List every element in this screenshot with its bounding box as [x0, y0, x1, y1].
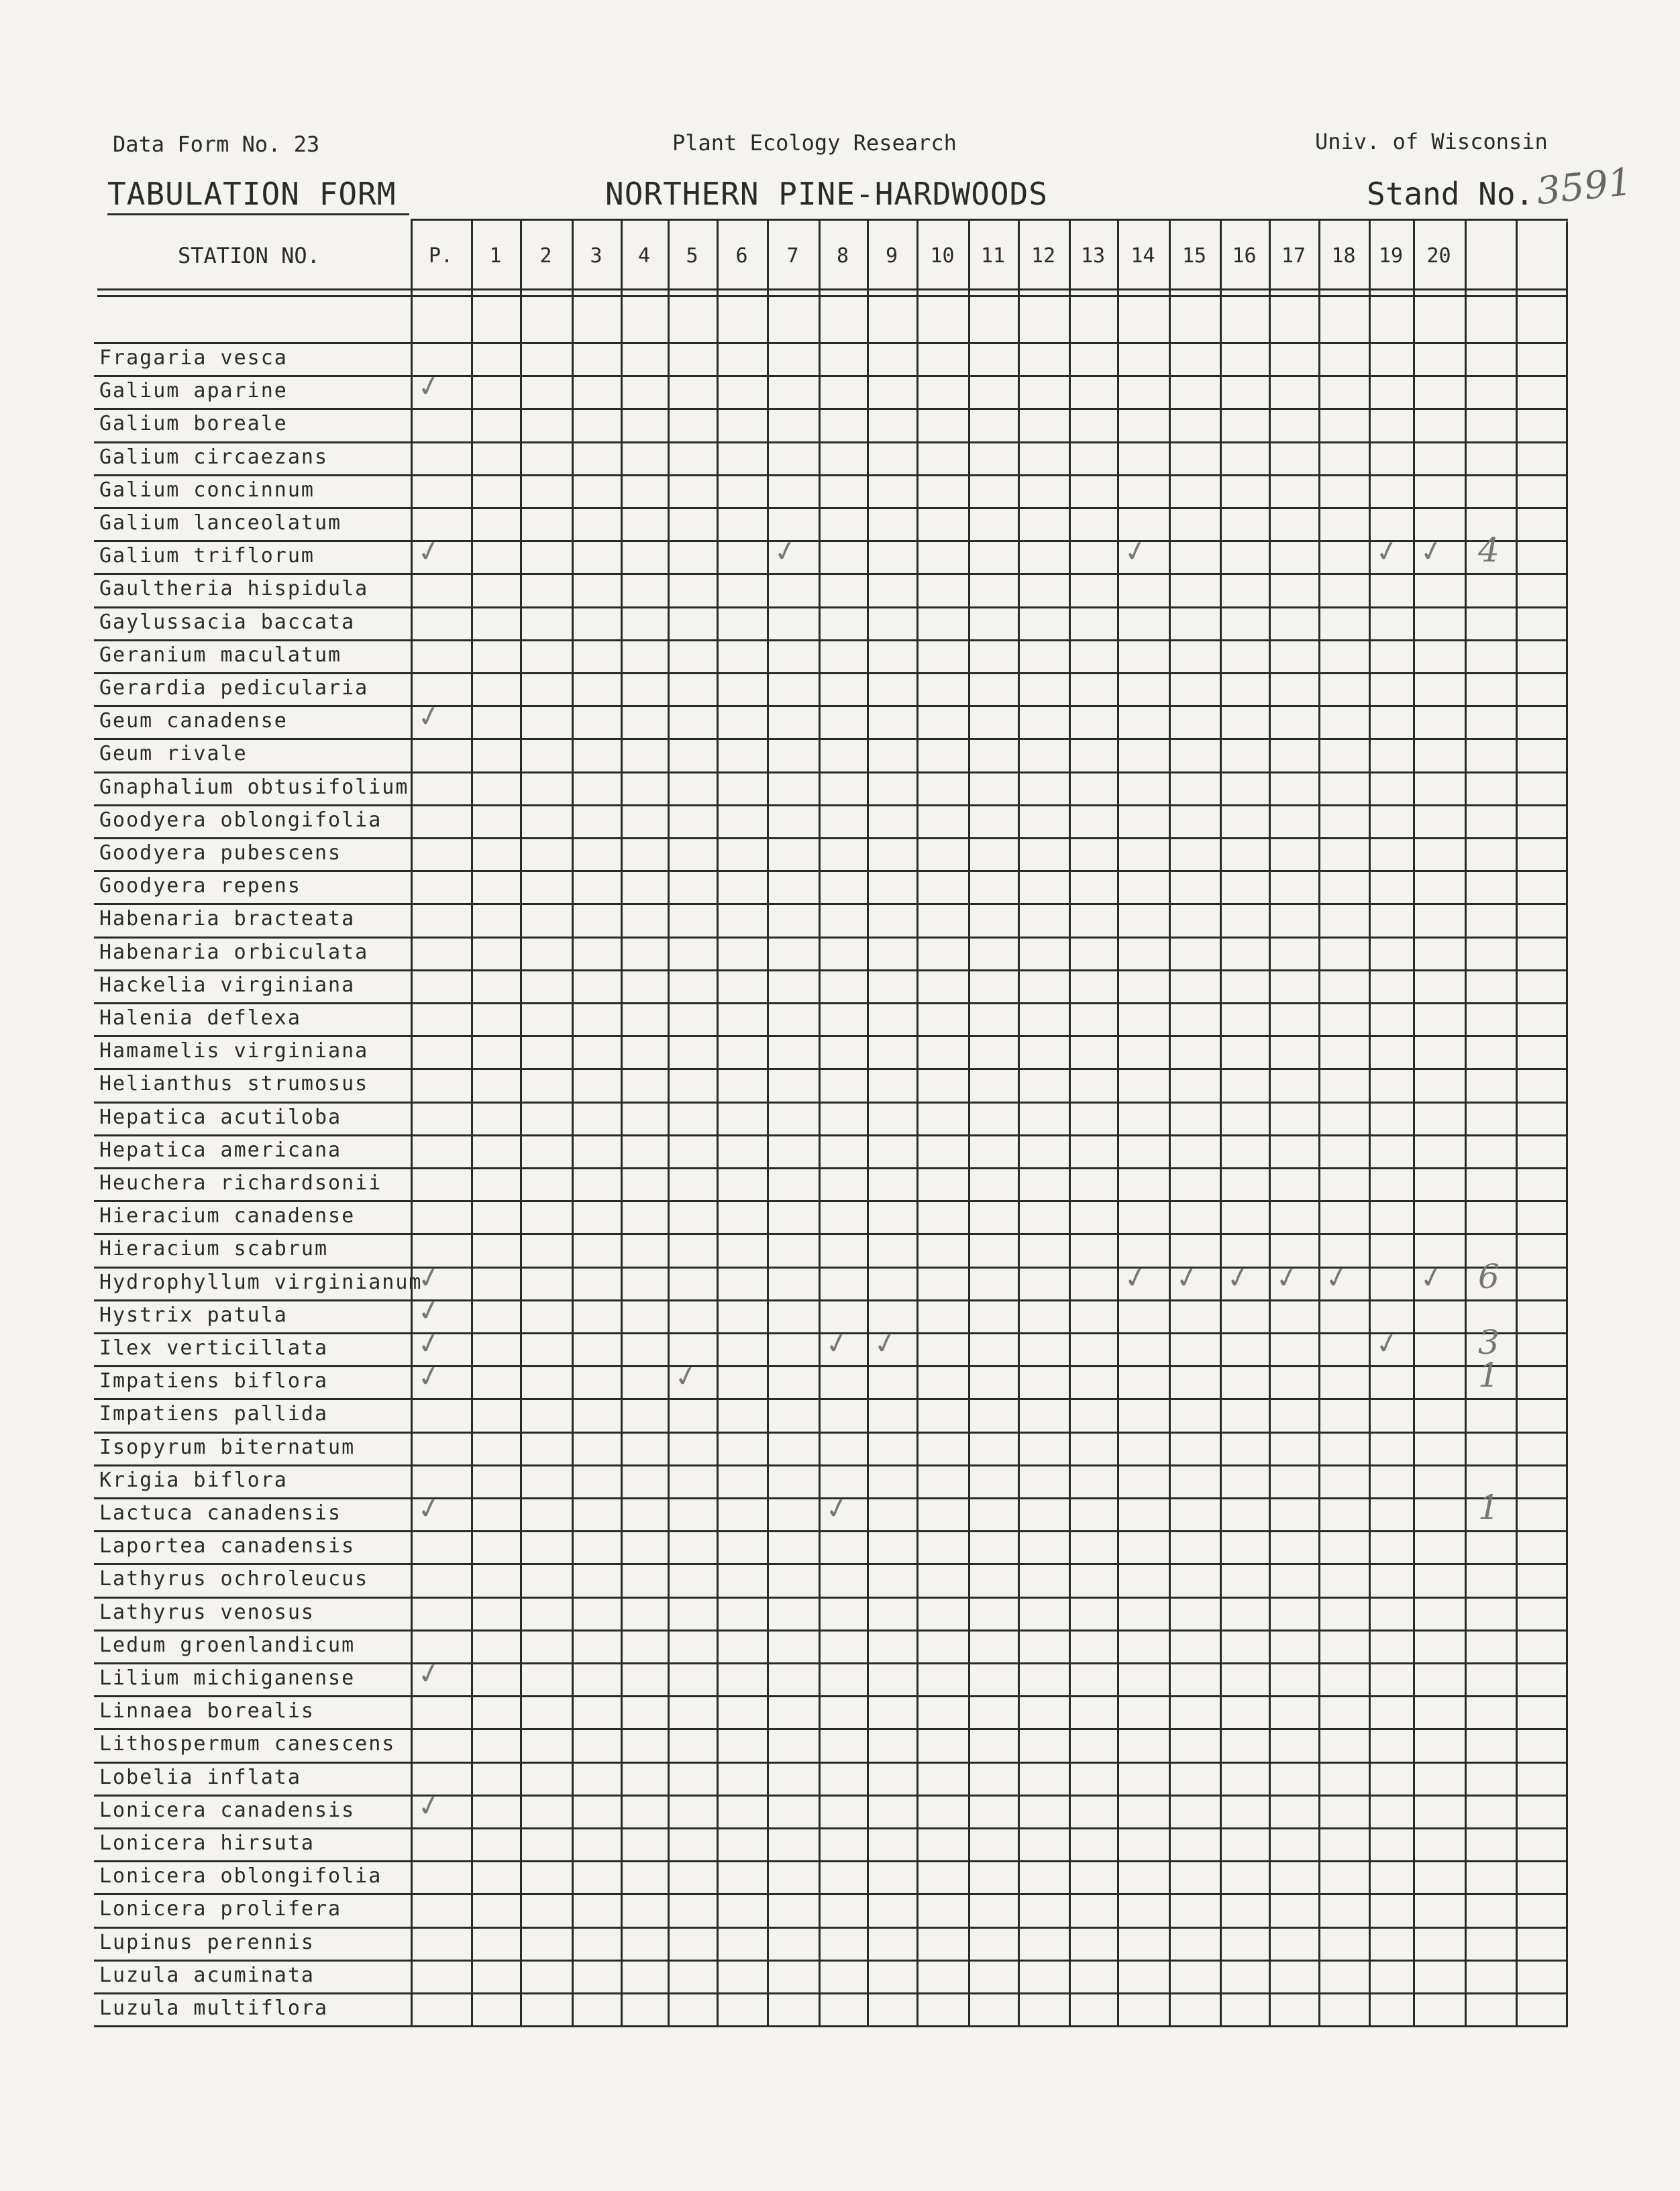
column-number: 2 [539, 244, 552, 268]
check-mark-icon: ✓ [1372, 1324, 1402, 1362]
species-name: Lupinus perennis [99, 1931, 315, 1954]
university-heading: Univ. of Wisconsin [1315, 129, 1548, 154]
species-name: Goodyera repens [99, 874, 301, 898]
row-line [94, 937, 1568, 939]
species-name: Galium triflorum [99, 544, 315, 568]
species-name: Habenaria orbiculata [99, 941, 369, 964]
row-line [94, 408, 1568, 410]
row-line [94, 1134, 1568, 1136]
column-number: 13 [1080, 244, 1106, 268]
check-mark-icon: ✓ [1322, 1259, 1352, 1297]
row-line [94, 1530, 1568, 1532]
species-name: Fragaria vesca [99, 346, 288, 370]
row-line [94, 1432, 1568, 1434]
column-number: 9 [885, 244, 898, 268]
row-line [94, 639, 1568, 641]
species-name: Galium boreale [99, 412, 288, 435]
research-heading: Plant Ecology Research [672, 130, 957, 156]
tally-count: 1 [1478, 1488, 1500, 1527]
species-name: Hystrix patula [99, 1303, 288, 1327]
column-number: 14 [1131, 244, 1155, 268]
row-line [94, 1893, 1568, 1895]
column-number: 10 [930, 244, 955, 268]
column-divider [819, 219, 821, 2025]
species-name: Isopyrum biternatum [99, 1436, 356, 1459]
species-name: Lonicera canadensis [99, 1799, 356, 1822]
row-line [94, 1200, 1568, 1202]
row-line [94, 2025, 1568, 2027]
row-line [94, 1464, 1568, 1466]
row-line [94, 1992, 1568, 1994]
row-line [94, 1398, 1568, 1400]
check-mark-icon: ✓ [1272, 1259, 1302, 1297]
check-mark-icon: ✓ [414, 1489, 444, 1528]
species-name: Lonicera hirsuta [99, 1831, 315, 1855]
column-divider [1169, 219, 1171, 2025]
row-line [94, 1365, 1568, 1367]
column-number: 8 [836, 244, 849, 268]
column-divider [717, 219, 719, 2025]
column-divider [520, 219, 522, 2025]
column-divider [572, 219, 574, 2025]
column-number: 12 [1031, 244, 1056, 268]
row-line [94, 540, 1568, 542]
species-name: Galium concinnum [99, 478, 315, 502]
species-name: Lonicera prolifera [99, 1897, 342, 1921]
row-line [94, 837, 1568, 839]
column-divider [1220, 219, 1222, 2025]
row-line [94, 1795, 1568, 1797]
check-mark-icon: ✓ [1416, 532, 1447, 570]
check-mark-icon: ✓ [870, 1324, 900, 1362]
row-line [94, 1299, 1568, 1301]
check-mark-icon: ✓ [414, 1324, 444, 1362]
tally-count: 4 [1478, 531, 1500, 570]
check-mark-icon: ✓ [1372, 532, 1402, 570]
check-mark-icon: ✓ [1416, 1259, 1447, 1297]
species-name: Galium circaezans [99, 445, 329, 469]
species-name: Hamamelis virginiana [99, 1039, 369, 1063]
species-name: Lilium michiganense [99, 1666, 356, 1690]
column-divider [668, 219, 670, 2025]
column-divider [968, 219, 970, 2025]
column-number: 15 [1182, 244, 1207, 268]
check-mark-icon: ✓ [1172, 1259, 1202, 1297]
species-name: Geum canadense [99, 709, 288, 733]
row-line [94, 1629, 1568, 1632]
row-line [94, 573, 1568, 575]
species-name: Lathyrus venosus [99, 1601, 315, 1624]
tally-count: 1 [1478, 1356, 1500, 1395]
row-line [94, 903, 1568, 905]
column-divider [1369, 219, 1371, 2025]
check-mark-icon: ✓ [414, 1259, 444, 1297]
check-mark-icon: ✓ [822, 1324, 852, 1362]
species-name: Laportea canadensis [99, 1534, 356, 1558]
row-line [94, 1597, 1568, 1599]
check-mark-icon: ✓ [1120, 532, 1151, 570]
check-mark-icon: ✓ [414, 697, 444, 735]
check-mark-icon: ✓ [414, 532, 444, 570]
species-name: Impatiens pallida [99, 1402, 329, 1426]
check-mark-icon: ✓ [414, 1291, 444, 1330]
column-number: 20 [1426, 244, 1451, 268]
column-number: 18 [1331, 244, 1356, 268]
species-name: Hieracium canadense [99, 1204, 356, 1228]
row-line [94, 804, 1568, 806]
column-divider [471, 219, 473, 2025]
row-line [94, 1762, 1568, 1764]
row-line [94, 1102, 1568, 1104]
column-divider [1269, 219, 1271, 2025]
column-number: 4 [637, 244, 651, 268]
row-line [94, 474, 1568, 476]
species-name: Gaultheria hispidula [99, 577, 369, 600]
column-number: P. [428, 244, 454, 268]
species-name: Hieracium scabrum [99, 1237, 329, 1261]
species-name: Geranium maculatum [99, 643, 342, 667]
check-mark-icon: ✓ [414, 1786, 444, 1825]
row-line [94, 771, 1568, 773]
column-number: 3 [590, 244, 602, 268]
species-name: Goodyera oblongifolia [99, 808, 382, 832]
column-divider [1566, 221, 1568, 2025]
column-divider [867, 219, 869, 2025]
row-line [94, 1167, 1568, 1169]
column-divider [1018, 219, 1020, 2025]
species-name: Ilex verticillata [99, 1336, 329, 1360]
form-subtitle: NORTHERN PINE-HARDWOODS [605, 176, 1048, 212]
title-underline [107, 213, 409, 215]
species-name: Halenia deflexa [99, 1006, 301, 1030]
row-line [94, 342, 1568, 344]
tally-count: 3 [1478, 1323, 1500, 1362]
check-mark-icon: ✓ [414, 1654, 444, 1693]
column-divider [1318, 219, 1320, 2025]
column-divider [1117, 219, 1119, 2025]
species-name: Galium lanceolatum [99, 511, 342, 535]
column-number: 16 [1232, 244, 1257, 268]
species-name: Gaylussacia baccata [99, 610, 356, 634]
species-name: Linnaea borealis [99, 1699, 315, 1723]
column-divider [1516, 219, 1518, 2025]
row-line [94, 672, 1568, 674]
row-line [94, 1860, 1568, 1862]
row-line [94, 441, 1568, 443]
species-name: Lathyrus ochroleucus [99, 1567, 369, 1591]
species-name: Lonicera oblongifolia [99, 1864, 382, 1888]
column-divider [1465, 219, 1467, 2025]
column-divider [1069, 219, 1071, 2025]
form-number: Data Form No. 23 [113, 131, 320, 157]
row-line [94, 1695, 1568, 1697]
column-number: 11 [980, 244, 1006, 268]
row-line [94, 1728, 1568, 1730]
row-line [94, 1563, 1568, 1565]
column-divider [621, 219, 623, 2025]
species-name: Hepatica americana [99, 1138, 342, 1162]
column-divider [767, 219, 769, 2025]
check-mark-icon: ✓ [770, 532, 800, 570]
species-name: Krigia biflora [99, 1468, 288, 1492]
species-name: Hepatica acutiloba [99, 1106, 342, 1129]
header-top-line [411, 219, 1568, 221]
species-name: Helianthus strumosus [99, 1072, 369, 1096]
row-line [94, 606, 1568, 608]
species-name: Gerardia pedicularia [99, 676, 369, 700]
species-name: Geum rivale [99, 742, 248, 765]
row-line [94, 1662, 1568, 1664]
stand-label: Stand No. [1367, 176, 1534, 212]
check-mark-icon: ✓ [1223, 1259, 1253, 1297]
form-title: TABULATION FORM [107, 176, 397, 212]
species-name: Gnaphalium obtusifolium [99, 776, 409, 799]
stand-number[interactable]: 3591 [1534, 160, 1634, 214]
check-mark-icon: ✓ [822, 1489, 852, 1528]
column-number: 1 [489, 244, 502, 268]
species-name: Goodyera pubescens [99, 841, 342, 865]
species-name: Habenaria bracteata [99, 907, 356, 930]
row-line [94, 1960, 1568, 1962]
column-divider [1413, 219, 1415, 2025]
row-line [94, 1927, 1568, 1929]
row-line [94, 375, 1568, 377]
check-mark-icon: ✓ [1120, 1259, 1151, 1297]
species-name: Ledum groenlandicum [99, 1634, 356, 1657]
species-name: Heuchera richardsonii [99, 1171, 382, 1195]
species-name: Galium aparine [99, 379, 288, 403]
column-number: 6 [735, 244, 748, 268]
species-name: Impatiens biflora [99, 1369, 329, 1393]
column-number: 7 [786, 244, 799, 268]
row-line [94, 870, 1568, 872]
species-name: Hydrophyllum virginianum [99, 1271, 423, 1294]
column-number: 17 [1281, 244, 1306, 268]
tally-count: 6 [1478, 1257, 1500, 1296]
row-line [94, 507, 1568, 509]
check-mark-icon: ✓ [414, 367, 444, 405]
check-mark-icon: ✓ [414, 1357, 444, 1395]
species-name: Lobelia inflata [99, 1766, 301, 1789]
species-name: Luzula acuminata [99, 1964, 315, 1987]
check-mark-icon: ✓ [671, 1357, 701, 1395]
column-divider [411, 219, 413, 2025]
row-line [94, 705, 1568, 707]
column-number: 5 [686, 244, 698, 268]
row-line [94, 1233, 1568, 1235]
species-name: Lithospermum canescens [99, 1732, 396, 1756]
row-line [94, 1002, 1568, 1004]
station-label: STATION NO. [178, 243, 320, 268]
column-number: 19 [1378, 244, 1404, 268]
row-line [94, 738, 1568, 740]
column-divider [916, 219, 918, 2025]
row-line [94, 1035, 1568, 1037]
row-line [94, 1827, 1568, 1829]
row-line [94, 1068, 1568, 1070]
species-name: Luzula multiflora [99, 1996, 329, 2020]
header-double-line-2 [97, 295, 1568, 297]
species-name: Lactuca canadensis [99, 1501, 342, 1525]
species-name: Hackelia virginiana [99, 973, 356, 997]
row-line [94, 969, 1568, 971]
header-double-line-1 [97, 288, 1568, 290]
